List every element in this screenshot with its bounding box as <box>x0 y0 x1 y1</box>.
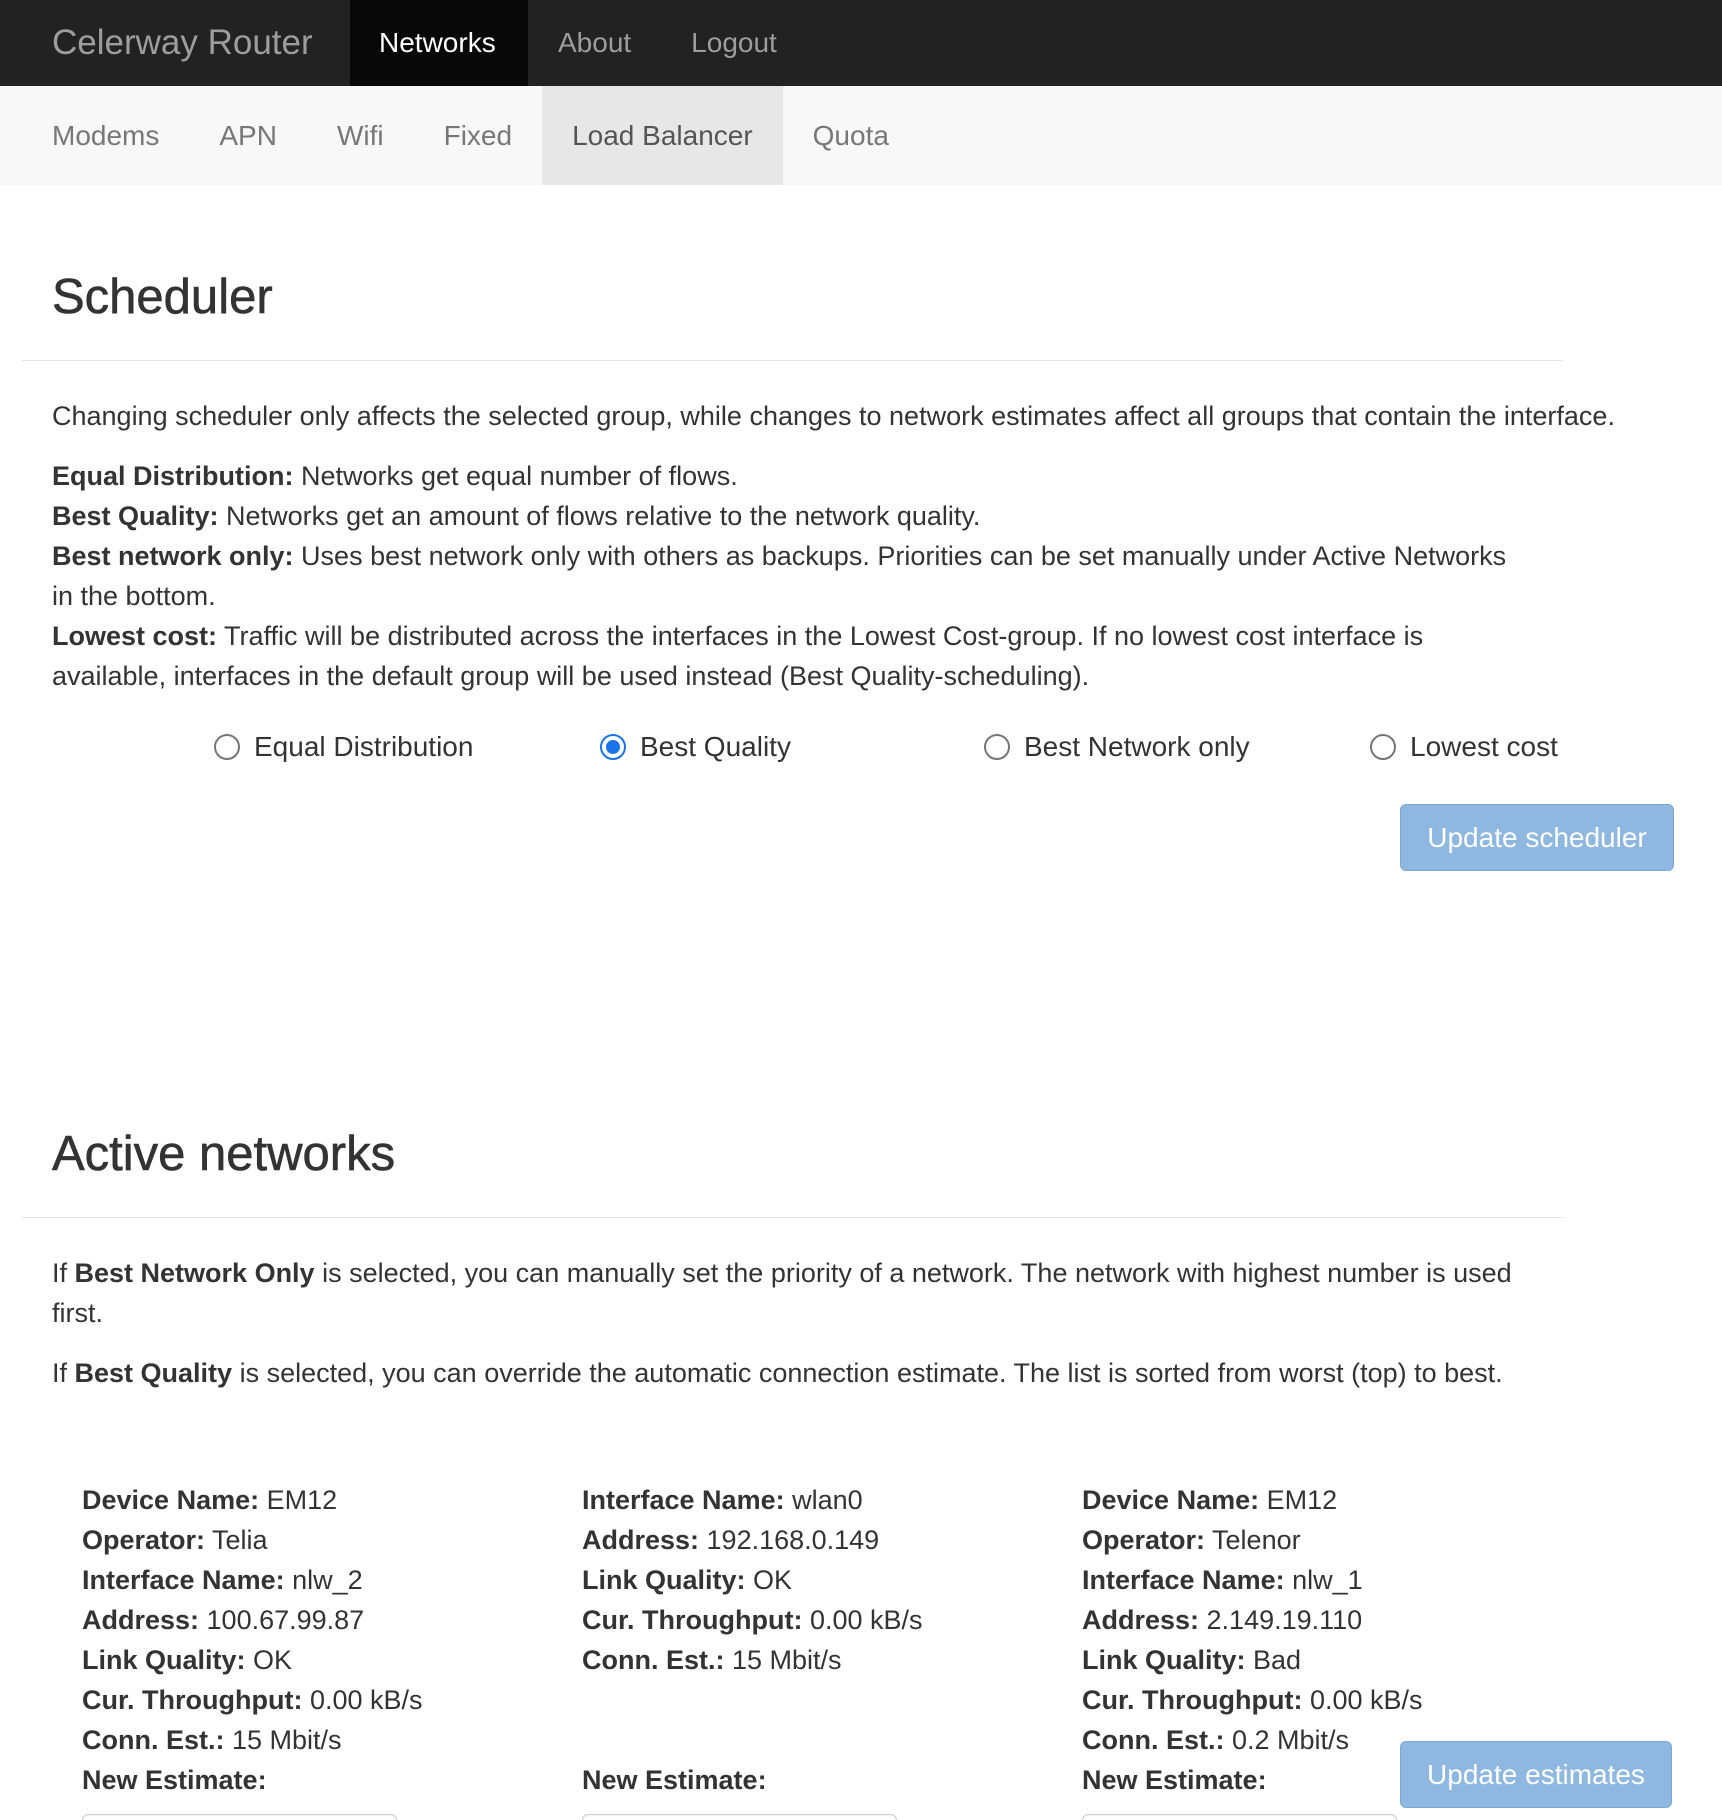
field-row <box>1082 1600 1423 1640</box>
field-row <box>1082 1480 1423 1520</box>
para-text: If <box>52 1258 75 1288</box>
scheduler-intro: Changing scheduler only affects the selected group, while changes to network estimates affect all groups that contain the interface. <box>52 401 1615 431</box>
desc-text-best-quality: Networks get an amount of flows relative to the network quality. <box>218 501 981 531</box>
field-row <box>82 1640 423 1680</box>
scheduler-heading: Scheduler <box>52 270 273 324</box>
radio-label: Best Network only <box>1024 731 1250 762</box>
active-networks-para-estimate <box>52 1353 1538 1393</box>
scheduler-section <box>0 185 1722 920</box>
field-label: Interface Name: <box>1082 1565 1285 1595</box>
subnav-modems[interactable]: Modems <box>52 119 160 151</box>
field-value: Telia <box>205 1525 268 1555</box>
field-value: EM12 <box>259 1485 338 1515</box>
field-label: Operator: <box>82 1525 206 1555</box>
desc-term-best-network: Best network only: <box>52 541 294 571</box>
new-estimate-select-2[interactable] <box>582 1814 897 1820</box>
scheduler-descriptions <box>52 456 1522 696</box>
para-bold: Best Quality <box>74 1358 233 1388</box>
sub-navbar <box>0 86 1722 185</box>
new-estimate-select-3[interactable] <box>1082 1814 1397 1820</box>
estimate-label: New Estimate: <box>582 1765 767 1795</box>
para-text: If <box>52 1358 75 1388</box>
field-row <box>82 1600 423 1640</box>
estimate-label-3 <box>1082 1760 1267 1800</box>
radio-lowest-cost[interactable] <box>1370 731 1558 763</box>
network-card-telia <box>82 1480 423 1760</box>
radio-label: Lowest cost <box>1410 731 1558 762</box>
desc-term-lowest-cost: Lowest cost: <box>52 621 218 651</box>
estimate-label-2 <box>582 1760 767 1800</box>
field-row <box>82 1520 423 1560</box>
field-row <box>82 1560 423 1600</box>
field-row <box>1082 1720 1423 1760</box>
network-card-telenor <box>1082 1480 1423 1760</box>
field-value: 15 Mbit/s <box>224 1725 342 1755</box>
field-label: Link Quality: <box>582 1565 746 1595</box>
field-label: Operator: <box>1082 1525 1206 1555</box>
field-value: OK <box>245 1645 293 1675</box>
field-row <box>582 1480 923 1520</box>
field-row <box>582 1520 923 1560</box>
radio-button-icon[interactable] <box>214 734 240 760</box>
radio-button-checked-icon[interactable] <box>600 734 626 760</box>
field-value: 0.00 kB/s <box>1302 1685 1423 1715</box>
estimate-label-1 <box>82 1760 267 1800</box>
field-label: Cur. Throughput: <box>1082 1685 1303 1715</box>
field-row <box>582 1560 923 1600</box>
active-networks-heading: Active networks <box>52 1127 396 1181</box>
field-value: EM12 <box>1259 1485 1338 1515</box>
radio-best-network-only[interactable] <box>984 731 1250 763</box>
topnav-logout[interactable]: Logout <box>691 27 777 58</box>
field-label: Link Quality: <box>1082 1645 1246 1675</box>
network-card-wlan0 <box>582 1480 923 1680</box>
subnav-load-balancer[interactable]: Load Balancer <box>542 86 783 185</box>
update-scheduler-button[interactable]: Update scheduler <box>1400 804 1674 871</box>
field-value: 0.00 kB/s <box>302 1685 423 1715</box>
field-row <box>582 1600 923 1640</box>
field-value: 2.149.19.110 <box>1199 1605 1363 1635</box>
field-label: Cur. Throughput: <box>82 1685 303 1715</box>
field-row <box>82 1720 423 1760</box>
desc-text-best-network: Uses best network only with others as backups. Priorities can be set manually under Active Networks in the bottom. <box>52 541 1507 611</box>
desc-text-equal: Networks get equal number of flows. <box>293 461 738 491</box>
field-row <box>582 1640 923 1680</box>
subnav-quota[interactable]: Quota <box>812 119 889 151</box>
field-row <box>1082 1680 1423 1720</box>
active-networks-section <box>0 920 1722 1820</box>
field-value: 0.00 kB/s <box>802 1605 923 1635</box>
topnav-networks[interactable]: Networks <box>350 0 528 86</box>
field-value: Telenor <box>1205 1525 1301 1555</box>
para-text: is selected, you can override the automatic connection estimate. The list is sorted from worst (top) to best. <box>232 1358 1503 1388</box>
subnav-apn[interactable]: APN <box>219 119 277 151</box>
brand-title[interactable]: Celerway Router <box>52 23 313 62</box>
radio-button-icon[interactable] <box>1370 734 1396 760</box>
field-label: Address: <box>82 1605 200 1635</box>
subnav-fixed[interactable]: Fixed <box>443 119 513 151</box>
field-label: Address: <box>1082 1605 1200 1635</box>
field-label: Conn. Est.: <box>1082 1725 1225 1755</box>
para-text: is selected, you can manually set the priority of a network. The network with highest number is used first. <box>52 1258 1512 1328</box>
field-label: Conn. Est.: <box>82 1725 225 1755</box>
field-label: Device Name: <box>1082 1485 1260 1515</box>
new-estimate-select-1[interactable] <box>82 1814 397 1820</box>
field-value: nlw_1 <box>1284 1565 1363 1595</box>
field-row <box>1082 1640 1423 1680</box>
field-label: Link Quality: <box>82 1645 246 1675</box>
field-value: wlan0 <box>784 1485 863 1515</box>
radio-label: Equal Distribution <box>254 731 474 762</box>
estimate-label: New Estimate: <box>1082 1765 1267 1795</box>
field-row <box>1082 1560 1423 1600</box>
field-label: Interface Name: <box>82 1565 285 1595</box>
field-value: Bad <box>1245 1645 1302 1675</box>
field-value: nlw_2 <box>284 1565 363 1595</box>
field-row <box>82 1680 423 1720</box>
radio-label: Best Quality <box>640 731 791 762</box>
radio-button-icon[interactable] <box>984 734 1010 760</box>
field-value: 100.67.99.87 <box>199 1605 365 1635</box>
desc-term-equal: Equal Distribution: <box>52 461 294 491</box>
field-row <box>82 1480 423 1520</box>
field-value: 192.168.0.149 <box>699 1525 880 1555</box>
field-label: Interface Name: <box>582 1485 785 1515</box>
field-label: Cur. Throughput: <box>582 1605 803 1635</box>
field-label: Device Name: <box>82 1485 260 1515</box>
estimate-label: New Estimate: <box>82 1765 267 1795</box>
field-label: Address: <box>582 1525 700 1555</box>
field-label: Conn. Est.: <box>582 1645 725 1675</box>
radio-best-quality[interactable] <box>600 731 791 763</box>
top-navbar <box>0 0 1722 86</box>
field-value: 0.2 Mbit/s <box>1224 1725 1350 1755</box>
desc-term-best-quality: Best Quality: <box>52 501 219 531</box>
topnav-about[interactable]: About <box>558 27 632 58</box>
desc-text-lowest-cost: Traffic will be distributed across the interfaces in the Lowest Cost-group. If no lowest cost interface is available, interfaces in the default group will be used instead (Best Quality-scheduling). <box>52 621 1424 691</box>
field-value: 15 Mbit/s <box>724 1645 842 1675</box>
update-estimates-button[interactable]: Update estimates <box>1400 1741 1672 1808</box>
para-bold: Best Network Only <box>74 1258 315 1288</box>
radio-equal-distribution[interactable] <box>214 731 473 763</box>
subnav-wifi[interactable]: Wifi <box>336 119 384 151</box>
field-row <box>1082 1520 1423 1560</box>
field-value: OK <box>745 1565 793 1595</box>
active-networks-para-priority <box>52 1253 1538 1333</box>
